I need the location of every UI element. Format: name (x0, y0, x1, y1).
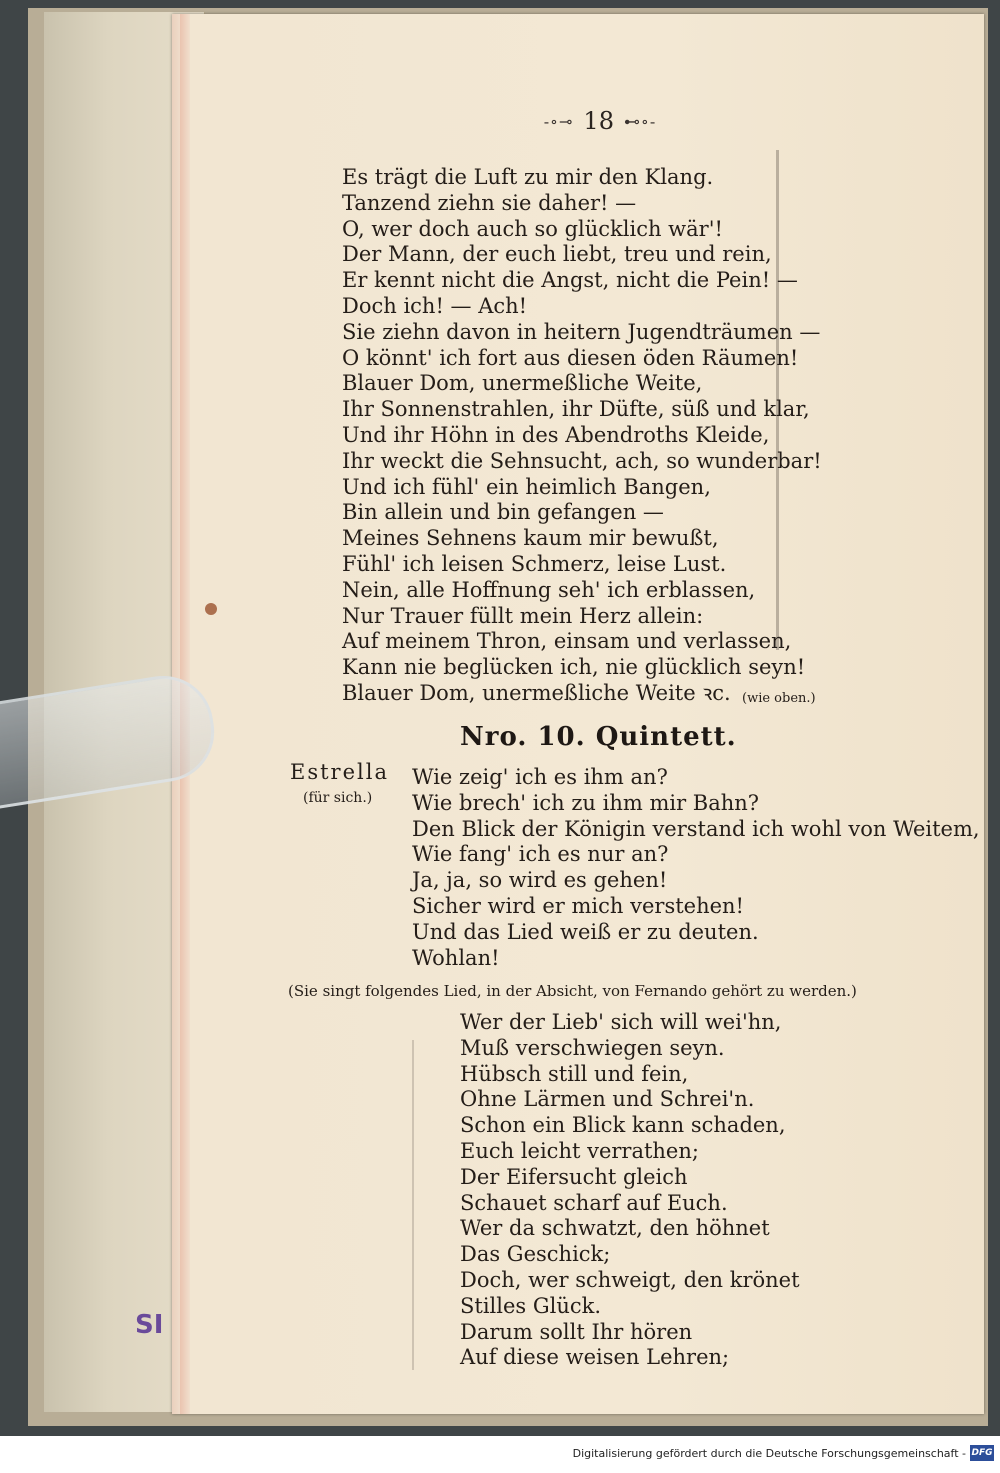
text-line: Muß verschwiegen seyn. (460, 1035, 725, 1060)
bleed-through-rule (412, 1040, 414, 1370)
text-line: Ohne Lärmen und Schrei'n. (460, 1087, 755, 1112)
text-line: Wie brech' ich zu ihm mir Bahn? (412, 790, 760, 815)
text-line: Kann nie beglücken ich, nie glücklich seyn! (342, 655, 806, 680)
text-line: Blauer Dom, unermeßliche Weite ꝛc. (342, 681, 731, 705)
text-line: Wie zeig' ich es ihm an? (412, 765, 668, 789)
text-line: Das Geschick; (460, 1242, 611, 1267)
text-line: Und ich fühl' ein heimlich Bangen, (342, 474, 711, 499)
dfg-logo: DFG (970, 1445, 994, 1461)
ornament-right: ⊷∘- (623, 111, 657, 131)
text-line: Euch leicht verrathen; (460, 1139, 699, 1163)
text-line: Tanzend ziehn sie daher! — (342, 190, 637, 215)
text-line: O könnt' ich fort aus diesen öden Räumen! (342, 345, 799, 370)
text-line: Bin allein und bin gefangen — (342, 500, 664, 525)
text-line: Nein, alle Hoffnung seh' ich erblassen, (342, 577, 756, 602)
text-line: O, wer doch auch so glücklich wär'! (342, 216, 723, 241)
text-line: Meines Sehnens kaum mir bewußt, (342, 526, 719, 551)
text-line: Hübsch still und fein, (460, 1061, 689, 1086)
text-line: Schauet scharf auf Euch. (460, 1190, 728, 1215)
text-line: Wie fang' ich es nur an? (412, 842, 669, 867)
text-line: Wer da schwatzt, den höhnet (460, 1216, 770, 1241)
stage-direction: (Sie singt folgendes Lied, in der Absicht, von Fernando gehört zu werden.) (288, 982, 857, 1000)
text-line: Wohlan! (412, 945, 500, 970)
text-line: Stilles Glück. (460, 1293, 602, 1318)
text-line: Er kennt nicht die Angst, nicht die Pein! — (342, 268, 798, 293)
text-line: Der Mann, der euch liebt, treu und rein, (342, 242, 772, 267)
text-line: Fühl' ich leisen Schmerz, leise Lust. (342, 552, 727, 576)
text-line: Darum sollt Ihr hören (460, 1319, 693, 1344)
text-line: Auf meinem Thron, einsam und verlassen, (342, 629, 792, 654)
library-stamp: SI (135, 1310, 164, 1340)
page-number: 18 (583, 107, 614, 135)
text-line: Sicher wird er mich verstehen! (412, 894, 745, 918)
text-line: Und das Lied weiß er zu deuten. (412, 919, 759, 944)
text-line: Nur Trauer füllt mein Herz allein: (342, 603, 704, 628)
speaker-direction: (für sich.) (303, 790, 373, 806)
ornament-left: -∘⊸ (543, 111, 574, 131)
text-line: Ihr Sonnenstrahlen, ihr Düfte, süß und klar, (342, 397, 810, 422)
text-line: Ihr weckt die Sehnsucht, ach, so wunderbar! (342, 448, 822, 473)
speaker-name: Estrella (290, 760, 389, 784)
text-line: Und ihr Höhn in des Abendroths Kleide, (342, 423, 770, 447)
page-header (520, 106, 680, 136)
text-line: Sie ziehn davon in heitern Jugendträumen — (342, 319, 821, 344)
text-line: Schon ein Blick kann schaden, (460, 1113, 786, 1138)
text-line: Blauer Dom, unermeßliche Weite, (342, 371, 703, 396)
text-line: Den Blick der Königin verstand ich wohl von Weitem, (412, 816, 980, 841)
text-line: Auf diese weisen Lehren; (460, 1345, 730, 1370)
footer-bar (0, 1436, 1000, 1473)
ink-stain (205, 603, 217, 615)
section-heading: Nro. 10. Quintett. (460, 722, 737, 752)
text-line: Es trägt die Luft zu mir den Klang. (342, 165, 714, 189)
text-line: Wer der Lieb' sich will wei'hn, (460, 1010, 782, 1034)
text-line: Doch ich! — Ach! (342, 294, 528, 318)
text-line: Ja, ja, so wird es gehen! (412, 868, 668, 893)
text-line: Der Eifersucht gleich (460, 1164, 688, 1189)
footer-credit: Digitalisierung gefördert durch die Deutsche Forschungsgemeinschaft - (572, 1447, 966, 1460)
wie-oben-note: (wie oben.) (742, 691, 816, 706)
text-line: Doch, wer schweigt, den krönet (460, 1268, 800, 1292)
